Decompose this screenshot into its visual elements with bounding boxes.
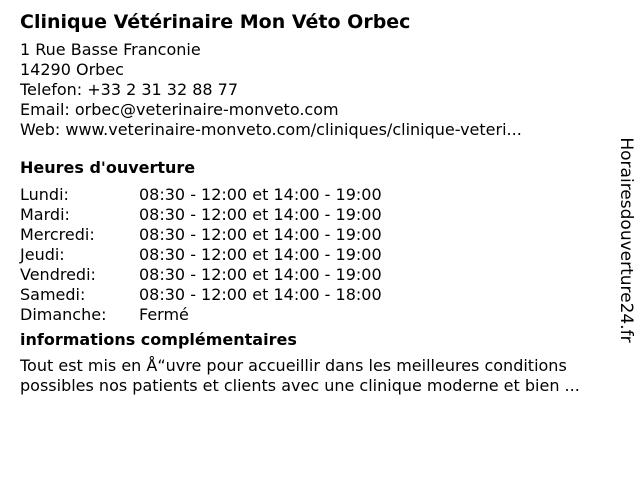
clinic-card xyxy=(20,8,615,396)
hours-row-sunday xyxy=(20,305,615,325)
time-range: 08:30 - 12:00 et 14:00 - 19:00 xyxy=(139,205,382,224)
website-url: Web: www.veterinaire-monveto.com/cliniques/clinique-veteri... xyxy=(20,120,522,139)
clinic-name: Clinique Vétérinaire Mon Véto Orbec xyxy=(20,11,411,33)
brand-watermark: Horairesdouverture24.fr xyxy=(616,137,636,343)
info-heading: informations complémentaires xyxy=(20,330,297,349)
time-range: 08:30 - 12:00 et 14:00 - 18:00 xyxy=(139,285,382,304)
hours-row-thursday xyxy=(20,245,615,265)
hours-heading: Heures d'ouverture xyxy=(20,158,196,177)
phone-number: Telefon: +33 2 31 32 88 77 xyxy=(20,80,239,99)
hours-table xyxy=(20,185,615,325)
day-label: Mardi: xyxy=(20,205,70,224)
address-city: 14290 Orbec xyxy=(20,60,124,79)
time-range: Fermé xyxy=(139,305,189,324)
day-label: Samedi: xyxy=(20,285,86,304)
contact-block xyxy=(20,40,615,140)
hours-row-saturday xyxy=(20,285,615,305)
hours-row-monday xyxy=(20,185,615,205)
day-label: Jeudi: xyxy=(20,245,65,264)
time-range: 08:30 - 12:00 et 14:00 - 19:00 xyxy=(139,225,382,244)
info-description-line-1: Tout est mis en Å“uvre pour accueillir dans les meilleures conditions xyxy=(20,356,567,375)
day-label: Dimanche: xyxy=(20,305,107,324)
info-description-line-2: possibles nos patients et clients avec une clinique moderne et bien ... xyxy=(20,376,580,395)
address-street: 1 Rue Basse Franconie xyxy=(20,40,201,59)
email-address: Email: orbec@veterinaire-monveto.com xyxy=(20,100,339,119)
time-range: 08:30 - 12:00 et 14:00 - 19:00 xyxy=(139,245,382,264)
day-label: Lundi: xyxy=(20,185,69,204)
day-label: Vendredi: xyxy=(20,265,96,284)
hours-row-friday xyxy=(20,265,615,285)
hours-row-wednesday xyxy=(20,225,615,245)
time-range: 08:30 - 12:00 et 14:00 - 19:00 xyxy=(139,265,382,284)
time-range: 08:30 - 12:00 et 14:00 - 19:00 xyxy=(139,185,382,204)
day-label: Mercredi: xyxy=(20,225,95,244)
hours-row-tuesday xyxy=(20,205,615,225)
